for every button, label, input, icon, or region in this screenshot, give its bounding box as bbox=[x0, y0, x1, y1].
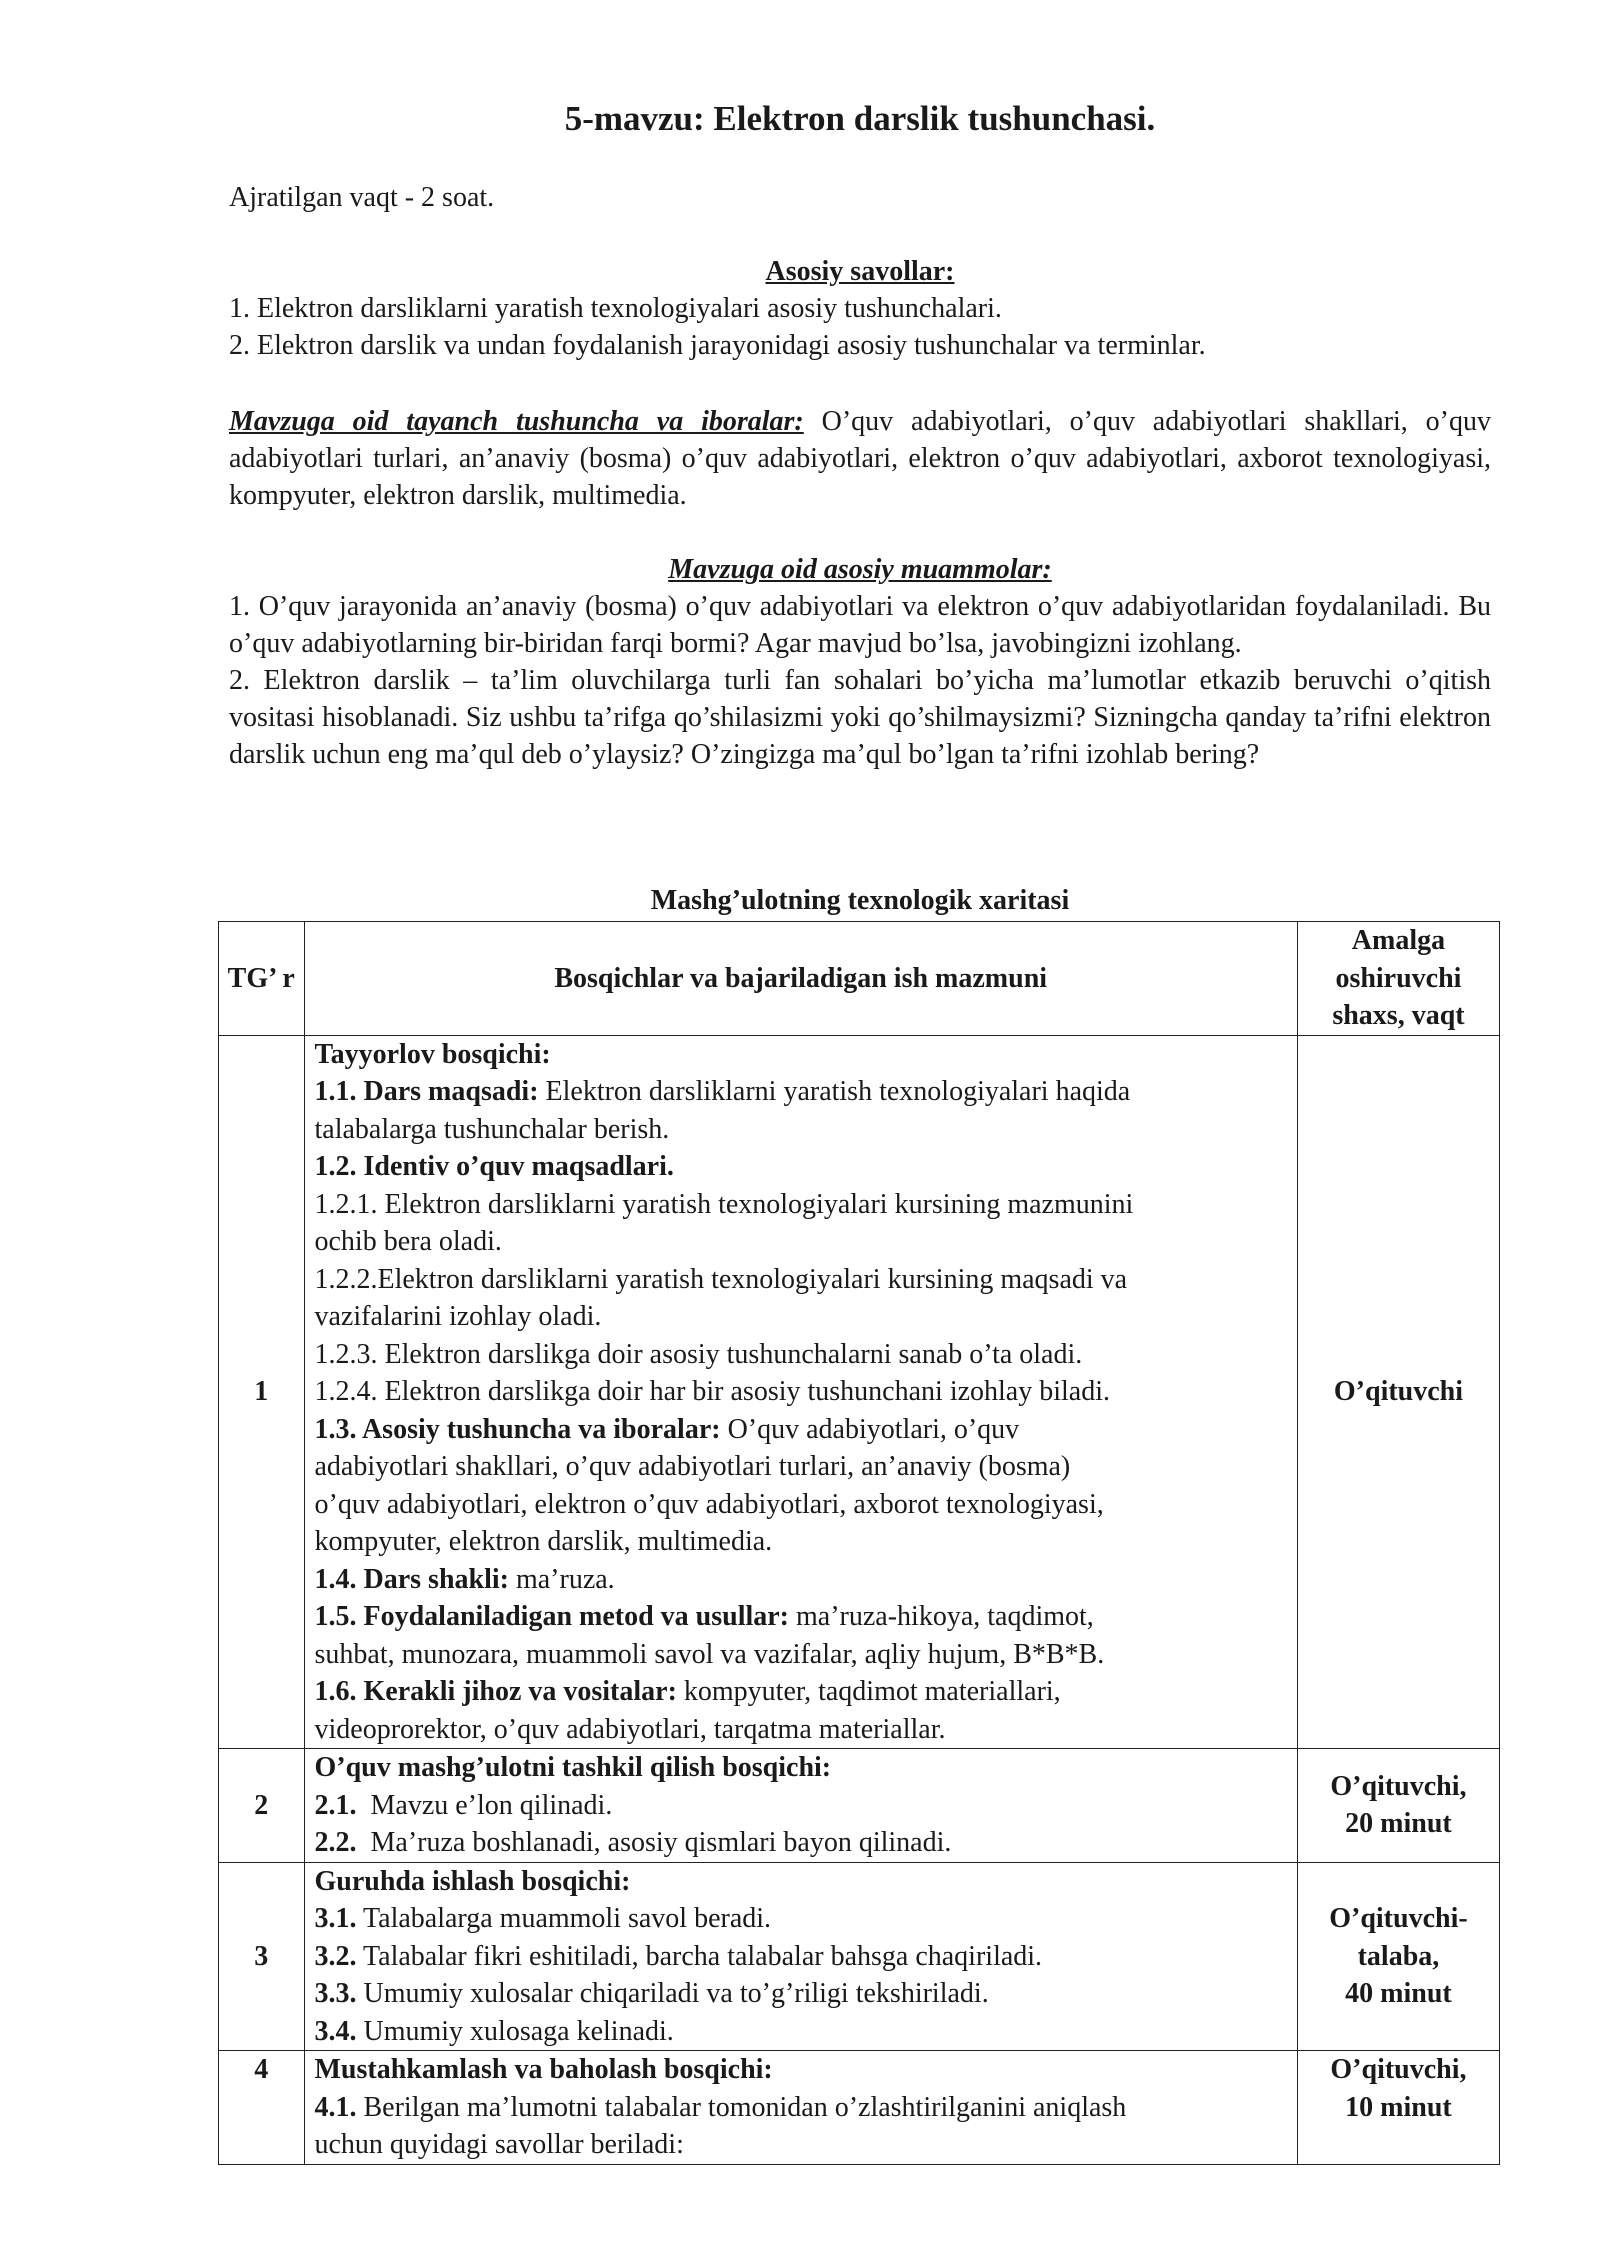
stage-line-text: uchun quyidagi savollar beriladi: bbox=[314, 2129, 684, 2160]
stage-line bbox=[315, 1261, 1287, 1299]
stage-line bbox=[315, 1975, 1287, 2013]
stage-line-bold: 3.1. bbox=[314, 1903, 357, 1934]
technology-map-table bbox=[218, 921, 1500, 2165]
stage-line bbox=[315, 1824, 1287, 1862]
stage-line-bold: Mustahkamlash va baholash bosqichi: bbox=[314, 2054, 773, 2085]
stage-line-bold: 1.4. Dars shakli: bbox=[314, 1563, 509, 1595]
stage-line bbox=[315, 1411, 1287, 1449]
stage-content bbox=[304, 1862, 1297, 2051]
problems-section bbox=[229, 551, 1491, 773]
stage-line-text: Elektron darsliklarni yaratish texnologiyalari haqida bbox=[538, 1076, 1131, 1107]
stage-line-bold: 1.1. Dars maqsadi: bbox=[314, 1076, 539, 1107]
stage-line-bold: 3.4. bbox=[314, 2015, 357, 2047]
stage-line-text: talabalarga tushunchalar berish. bbox=[314, 1113, 670, 1145]
page-title: 5-mavzu: Elektron darslik tushunchasi. bbox=[564, 99, 1156, 138]
stage-line-bold: 1.6. Kerakli jihoz va vositalar: bbox=[314, 1676, 677, 1707]
stage-line-text: 1.2.3. Elektron darslikga doir asosiy tushunchalarni sanab o’ta oladi. bbox=[314, 1338, 1083, 1370]
map-title: Mashg’ulotning texnologik xaritasi bbox=[650, 885, 1070, 916]
stage-line-bold: 1.3. Asosiy tushuncha va iboralar: bbox=[314, 1413, 721, 1445]
stage-line bbox=[315, 1900, 1287, 1938]
stage-line-text: vazifalarini izohlay oladi. bbox=[314, 1301, 602, 1332]
stage-line bbox=[315, 2126, 1287, 2164]
stage-line-text: o’quv adabiyotlari, elektron o’quv adabiyotlari, axborot texnologiyasi, bbox=[314, 1488, 1104, 1520]
stage-content bbox=[304, 1035, 1297, 1749]
stage-line bbox=[315, 1223, 1287, 1261]
table-row bbox=[219, 1035, 1500, 1749]
stage-line bbox=[315, 1636, 1287, 1674]
header-stage-number: TG’ r bbox=[219, 922, 305, 1036]
table-row bbox=[219, 1862, 1500, 2051]
stage-line bbox=[315, 1486, 1287, 1524]
stage-line-text: Berilgan ma’lumotni talabalar tomonidan o’zlashtirilganini aniqlash bbox=[356, 2091, 1127, 2123]
stage-line-text: O’quv adabiyotlari, o’quv bbox=[720, 1413, 1020, 1445]
stage-line bbox=[315, 1711, 1287, 1749]
stage-line-bold: 3.3. bbox=[314, 1978, 357, 2009]
performer-line: O’qituvchi bbox=[1333, 1376, 1464, 1407]
performer-line: O’qituvchi, bbox=[1330, 1770, 1467, 1802]
stage-line-text: Talabalarga muammoli savol beradi. bbox=[356, 1903, 772, 1934]
problem-item: 1. O’quv jarayonida an’anaviy (bosma) o’quv adabiyotlari va elektron o’quv adabiyotlaridan foydalaniladi. Bu o’quv adabiyotlarning bir-biridan farqi bormi? Agar mavjud bo’lsa, javobingizni izohlang. bbox=[229, 591, 1491, 659]
stage-number: 4 bbox=[219, 2051, 305, 2165]
stage-line-text: suhbat, munozara, muammoli savol va vazifalar, aqliy hujum, B*B*B. bbox=[314, 1638, 1105, 1670]
stage-line bbox=[315, 1787, 1287, 1825]
stage-line-text: ma’ruza-hikoya, taqdimot, bbox=[789, 1601, 1094, 1632]
stage-line bbox=[315, 2013, 1287, 2051]
stage-number: 3 bbox=[219, 1862, 305, 2051]
stage-line-bold: Tayyorlov bosqichi: bbox=[314, 1038, 551, 1070]
stage-line-text: Talabalar fikri eshitiladi, barcha talabalar bahsga chaqiriladi. bbox=[356, 1940, 1043, 1972]
stage-line bbox=[315, 1673, 1287, 1711]
stage-line bbox=[315, 1036, 1287, 1074]
performer-line: 10 minut bbox=[1345, 2091, 1452, 2123]
stage-content bbox=[304, 2051, 1297, 2165]
table-row bbox=[219, 2051, 1500, 2165]
stage-line bbox=[315, 1598, 1287, 1636]
stage-line-text: videoprorektor, o’quv adabiyotlari, tarqatma materiallar. bbox=[314, 1713, 946, 1745]
stage-line bbox=[315, 1561, 1287, 1599]
keywords-text: O’quv adabiyotlari, o’quv adabiyotlari shakllari, o’quv adabiyotlari turlari, an’anaviy (bosma) o’quv adabiyotlari, elektron o’quv adabiyotlari, axborot texnologiyasi, kompyuter, elektron darslik, multimedia. bbox=[229, 406, 1491, 511]
header-stage-content: Bosqichlar va bajariladigan ish mazmuni bbox=[304, 922, 1297, 1036]
performer-line: talaba, bbox=[1357, 1940, 1440, 1972]
questions-heading: Asosiy savollar: bbox=[765, 256, 955, 287]
stage-line-text: 1.2.4. Elektron darslikga doir har bir asosiy tushunchani izohlay biladi. bbox=[314, 1376, 1110, 1407]
question-item: 1. Elektron darsliklarni yaratish texnologiyalari asosiy tushunchalari. bbox=[229, 293, 1002, 324]
stage-line bbox=[315, 1523, 1287, 1561]
stage-line-text: kompyuter, elektron darslik, multimedia. bbox=[314, 1526, 773, 1557]
stage-line-bold: 4.1. bbox=[314, 2091, 357, 2123]
stage-line-text: kompyuter, taqdimot materiallari, bbox=[676, 1676, 1061, 1707]
questions-section bbox=[229, 253, 1491, 364]
stage-content bbox=[304, 1749, 1297, 1863]
stage-line bbox=[315, 1111, 1287, 1149]
performer-line: O’qituvchi- bbox=[1329, 1903, 1468, 1934]
table-header-row bbox=[219, 922, 1500, 1036]
problems-heading: Mavzuga oid asosiy muammolar: bbox=[668, 554, 1052, 585]
stage-line-text: 1.2.1. Elektron darsliklarni yaratish texnologiyalari kursining mazmunini bbox=[314, 1188, 1134, 1220]
stage-performer bbox=[1297, 1862, 1499, 2051]
keywords-paragraph bbox=[229, 403, 1491, 514]
stage-line bbox=[315, 2051, 1287, 2089]
stage-line-bold: 1.2. Identiv o’quv maqsadlari. bbox=[314, 1151, 674, 1182]
keywords-label: Mavzuga oid tayanch tushuncha va iboralar: bbox=[229, 406, 804, 437]
stage-line-text: Umumiy xulosalar chiqariladi va to’g’riligi tekshiriladi. bbox=[356, 1978, 989, 2009]
stage-line bbox=[315, 1373, 1287, 1411]
performer-line: 20 minut bbox=[1345, 1808, 1452, 1840]
stage-performer bbox=[1297, 1749, 1499, 1863]
allocated-time: Ajratilgan vaqt - 2 soat. bbox=[229, 182, 495, 213]
header-performer: Amalga oshiruvchi shaxs, vaqt bbox=[1297, 922, 1499, 1036]
stage-line-bold: 2.2. bbox=[314, 1827, 357, 1858]
stage-line-bold: 3.2. bbox=[314, 1940, 357, 1972]
stage-line-bold: Guruhda ishlash bosqichi: bbox=[314, 1865, 631, 1897]
stage-line bbox=[315, 1448, 1287, 1486]
table-row bbox=[219, 1749, 1500, 1863]
stage-line-text: Ma’ruza boshlanadi, asosiy qismlari bayon qilinadi. bbox=[356, 1827, 952, 1858]
stage-line-bold: 1.5. Foydalaniladigan metod va usullar: bbox=[314, 1601, 790, 1632]
table-body bbox=[219, 1035, 1500, 2164]
stage-line bbox=[315, 1073, 1287, 1111]
stage-line bbox=[315, 1749, 1287, 1787]
stage-line bbox=[315, 1336, 1287, 1374]
stage-line-bold: O’quv mashg’ulotni tashkil qilish bosqichi: bbox=[314, 1752, 832, 1783]
stage-line-text: 1.2.2.Elektron darsliklarni yaratish texnologiyalari kursining maqsadi va bbox=[314, 1263, 1128, 1295]
stage-number: 1 bbox=[219, 1035, 305, 1749]
performer-line: O’qituvchi, bbox=[1330, 2054, 1467, 2085]
stage-line bbox=[315, 1186, 1287, 1224]
stage-performer bbox=[1297, 1035, 1499, 1749]
stage-line-text: ma’ruza. bbox=[508, 1563, 615, 1595]
stage-line bbox=[315, 1863, 1287, 1901]
stage-line bbox=[315, 2089, 1287, 2127]
stage-line bbox=[315, 1938, 1287, 1976]
stage-line-text: adabiyotlari shakllari, o’quv adabiyotlari turlari, an’anaviy (bosma) bbox=[314, 1451, 1071, 1482]
question-item: 2. Elektron darslik va undan foydalanish jarayonidagi asosiy tushunchalar va terminlar. bbox=[229, 330, 1206, 361]
stage-line-text: Mavzu e’lon qilinadi. bbox=[356, 1789, 613, 1821]
stage-number: 2 bbox=[219, 1749, 305, 1863]
stage-line-bold: 2.1. bbox=[314, 1789, 357, 1821]
stage-performer bbox=[1297, 2051, 1499, 2165]
stage-line bbox=[315, 1298, 1287, 1336]
performer-line: 40 minut bbox=[1345, 1978, 1452, 2009]
problem-item: 2. Elektron darslik – ta’lim oluvchilarga turli fan sohalari bo’yicha ma’lumotlar etkazib beruvchi o’qitish vositasi hisoblanadi. Siz ushbu ta’rifga qo’shilasizmi yoki qo’shilmaysizmi? Sizningcha qanday ta’rifni elektron darslik uchun eng ma’qul deb o’ylaysiz? O’zingizga ma’qul bo’lgan ta’rifni izohlab bering? bbox=[229, 665, 1491, 770]
stage-line bbox=[315, 1148, 1287, 1186]
stage-line-text: Umumiy xulosaga kelinadi. bbox=[356, 2015, 674, 2047]
stage-line-text: ochib bera oladi. bbox=[314, 1226, 502, 1257]
